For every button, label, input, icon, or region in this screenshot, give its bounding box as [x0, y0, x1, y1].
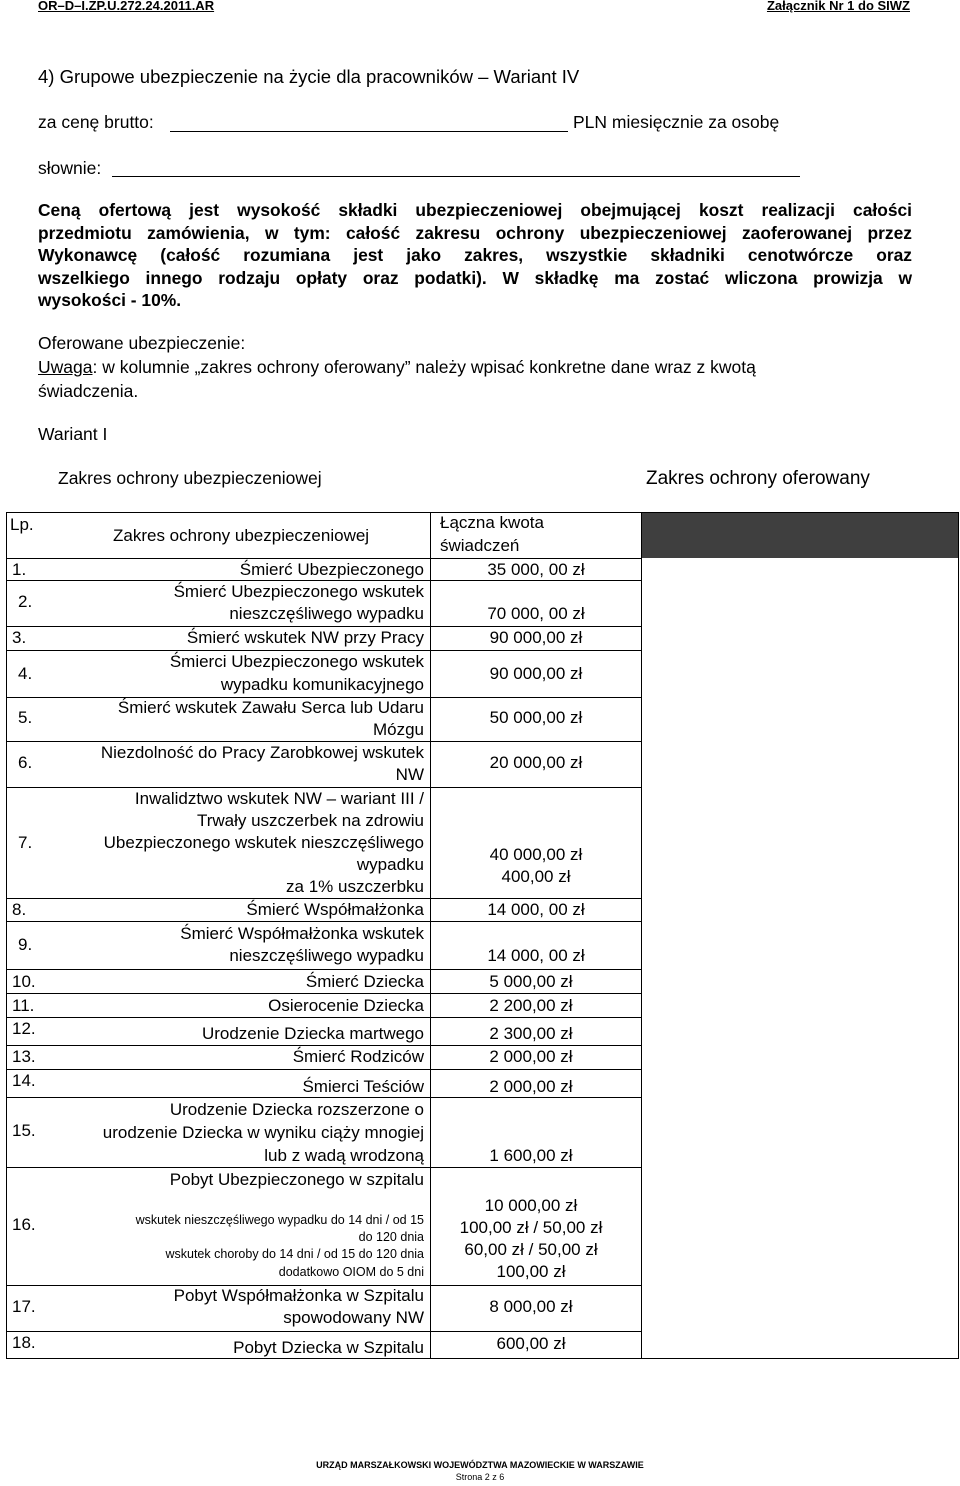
row-scope: wypadku komunikacyjnego: [220, 675, 424, 694]
row-divider: [6, 558, 641, 559]
row-lp: 18.: [12, 1333, 36, 1352]
note-label: Uwaga: [38, 357, 93, 377]
row-amount: 2 300,00 zł: [489, 1024, 573, 1043]
row-scope: Śmierć Ubezpieczonego: [239, 560, 424, 579]
table-right-border: [958, 512, 959, 1359]
col-header-scope: Zakres ochrony ubezpieczeniowej: [113, 526, 370, 545]
row-scope-detail: wskutek choroby do 14 dni / od 15 do 120 dnia: [165, 1247, 424, 1261]
row-amount: 400,00 zł: [501, 867, 571, 886]
row-divider: [6, 787, 641, 788]
words-label: słownie:: [38, 158, 102, 178]
group-header-scope: Zakres ochrony ubezpieczeniowej: [58, 468, 322, 488]
row-divider: [6, 1167, 641, 1168]
row-scope: Pobyt Ubezpieczonego w szpitalu: [169, 1170, 424, 1189]
row-scope: Śmierć Rodziców: [292, 1047, 424, 1066]
row-lp: 5.: [18, 708, 33, 727]
table-bottom-border: [6, 1358, 959, 1359]
row-divider: [6, 1069, 641, 1070]
note-text: : w kolumnie „zakres ochrony oferowany” należy wpisać konkretne dane wraz z kwotą: [92, 357, 756, 377]
col-header-amount: Łączna kwota: [440, 513, 544, 532]
note-text-continuation: świadczenia.: [38, 381, 139, 401]
row-divider: [6, 626, 641, 627]
row-scope: Śmierć Współmałżonka wskutek: [180, 924, 424, 943]
attachment-label: Załącznik Nr 1 do SIWZ: [766, 0, 910, 13]
document-reference: OR–D–I.ZP.U.272.24.2011.AR: [38, 0, 215, 13]
row-scope: Śmierć Ubezpieczonego wskutek: [173, 582, 424, 601]
row-lp: 14.: [12, 1071, 36, 1090]
row-lp: 8.: [12, 900, 27, 919]
row-lp: 9.: [18, 935, 33, 954]
row-lp: 3.: [12, 628, 27, 647]
row-amount: 50 000,00 zł: [489, 708, 583, 727]
column-divider: [641, 512, 642, 1359]
row-lp: 1.: [12, 560, 27, 579]
section-title: 4) Grupowe ubezpieczenie na życie dla pracowników – Wariant IV: [38, 66, 580, 87]
row-amount: 1 600,00 zł: [489, 1146, 573, 1165]
row-divider: [6, 1331, 641, 1332]
col-header-lp: Lp.: [10, 515, 34, 534]
row-scope: Śmierć Współmałżonka: [246, 900, 424, 919]
row-amount: 100,00 zł / 50,00 zł: [459, 1218, 603, 1237]
row-scope-detail: wskutek nieszczęśliwego wypadku do 14 dni / od 15: [135, 1213, 424, 1227]
offered-insurance-heading: Oferowane ubezpieczenie:: [38, 333, 246, 353]
row-lp: 13.: [12, 1047, 36, 1066]
row-amount: 5 000,00 zł: [489, 972, 573, 991]
price-unit-label: PLN miesięcznie za osobę: [573, 112, 780, 132]
row-lp: 12.: [12, 1019, 36, 1038]
row-amount: 14 000, 00 zł: [487, 900, 585, 919]
row-lp: 4.: [18, 664, 33, 683]
price-input-line: [170, 131, 568, 132]
row-divider: [6, 898, 641, 899]
row-lp: 6.: [18, 753, 33, 772]
row-scope: nieszczęśliwego wypadku: [229, 604, 424, 623]
row-divider: [6, 1097, 641, 1098]
variant-label: Wariant I: [38, 424, 108, 444]
row-scope: Osierocenie Dziecka: [268, 996, 424, 1015]
row-scope: Ubezpieczonego wskutek nieszczęśliwego: [103, 833, 424, 852]
row-divider: [6, 993, 641, 994]
offer-price-paragraph: [38, 199, 912, 312]
row-amount: 600,00 zł: [496, 1334, 566, 1353]
row-lp: 11.: [12, 996, 35, 1015]
row-scope: spowodowany NW: [283, 1308, 424, 1327]
group-header-offered: Zakres ochrony oferowany: [646, 468, 870, 489]
row-scope: wypadku: [356, 855, 424, 874]
row-scope: nieszczęśliwego wypadku: [229, 946, 424, 965]
row-lp: 15.: [12, 1121, 36, 1140]
row-divider: [6, 921, 641, 922]
row-amount: 60,00 zł / 50,00 zł: [464, 1240, 598, 1259]
row-amount: 8 000,00 zł: [489, 1297, 573, 1316]
row-lp: 10.: [12, 972, 36, 991]
row-lp: 17.: [12, 1297, 36, 1316]
words-input-line: [112, 176, 800, 177]
row-amount: 40 000,00 zł: [489, 845, 583, 864]
row-amount: 100,00 zł: [496, 1262, 566, 1281]
row-scope: lub z wadą wrodzoną: [264, 1146, 424, 1165]
paragraph-line: wysokości - 10%.: [38, 290, 182, 310]
row-scope: Inwalidztwo wskutek NW – wariant III /: [134, 789, 424, 808]
row-divider: [6, 580, 641, 581]
row-scope: Urodzenie Dziecka martwego: [201, 1024, 424, 1043]
table-left-border: [6, 512, 7, 1359]
row-scope: Pobyt Dziecka w Szpitalu: [233, 1338, 424, 1357]
paragraph-line: Ceną ofertową jest wysokość składki ubezpieczeniowej obejmującej koszt realizacji całości: [38, 200, 912, 220]
row-divider: [6, 969, 641, 970]
row-amount: 2 200,00 zł: [489, 996, 573, 1015]
paragraph-line: wszelkiego innego rodzaju opłaty oraz podatki). W składkę ma zostać wliczona prowizja w: [38, 267, 912, 288]
row-scope: Śmierć Dziecka: [305, 972, 424, 991]
row-lp: 2.: [18, 592, 33, 611]
row-scope: Śmierć wskutek Zawału Serca lub Udaru: [117, 698, 424, 717]
footer-organization: URZĄD MARSZAŁKOWSKI WOJEWÓDZTWA MAZOWIECKIE W WARSZAWIE: [316, 1460, 644, 1470]
row-amount: 2 000,00 zł: [489, 1047, 573, 1066]
paragraph-line: przedmiotu zamówienia, w tym: całość zakresu ochrony ubezpieczeniowej zaoferowanej przez: [38, 222, 912, 243]
row-divider: [6, 741, 641, 742]
offered-insurance-note: [38, 357, 756, 378]
row-scope: Niezdolność do Pracy Zarobkowej wskutek: [100, 743, 424, 762]
row-scope: Mózgu: [372, 720, 424, 739]
row-divider: [6, 1045, 641, 1046]
row-amount: 2 000,00 zł: [489, 1077, 573, 1096]
row-amount: 20 000,00 zł: [489, 753, 583, 772]
offered-header-cell: [641, 512, 959, 558]
row-amount: 70 000, 00 zł: [487, 604, 585, 623]
row-scope: NW: [395, 765, 424, 784]
price-label: za cenę brutto:: [38, 112, 154, 132]
row-divider: [6, 650, 641, 651]
row-amount: 90 000,00 zł: [489, 664, 583, 683]
row-scope: Pobyt Współmałżonka w Szpitalu: [173, 1286, 424, 1305]
row-scope: Śmierci Ubezpieczonego wskutek: [169, 652, 424, 671]
row-amount: 35 000, 00 zł: [487, 560, 585, 579]
row-scope: Trwały uszczerbek na zdrowiu: [196, 811, 424, 830]
paragraph-line: Wykonawcę (całość rozumiana jest jako zakres, wszystkie składniki cenotwórcze oraz: [38, 245, 912, 265]
row-scope-detail: dodatkowo OIOM do 5 dni: [278, 1265, 424, 1279]
row-scope: urodzenie Dziecka w wyniku ciąży mnogiej: [102, 1123, 424, 1142]
footer-page-number: Strona 2 z 6: [455, 1472, 505, 1482]
row-scope: Urodzenie Dziecka rozszerzone o: [169, 1100, 424, 1119]
row-divider: [6, 1017, 641, 1018]
row-amount: 14 000, 00 zł: [487, 946, 585, 965]
row-scope: Śmierć wskutek NW przy Pracy: [186, 628, 424, 647]
row-amount: 90 000,00 zł: [489, 628, 583, 647]
row-lp: 16.: [12, 1215, 36, 1234]
col-header-amount-2: świadczeń: [440, 536, 520, 555]
row-amount: 10 000,00 zł: [484, 1196, 578, 1215]
row-scope-detail: do 120 dnia: [358, 1230, 424, 1244]
row-scope: Śmierci Teściów: [302, 1077, 424, 1096]
row-lp: 7.: [18, 833, 33, 852]
row-scope: za 1% uszczerbku: [286, 877, 424, 896]
